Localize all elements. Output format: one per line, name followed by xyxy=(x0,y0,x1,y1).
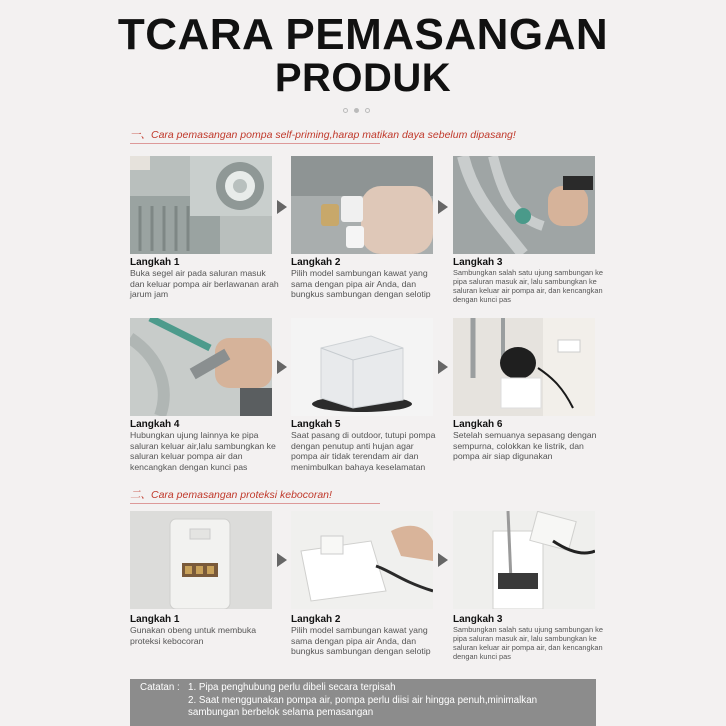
step-description: Gunakan obeng untuk membuka proteksi kebocoran xyxy=(130,625,257,646)
step-4 xyxy=(130,419,280,472)
step-image-inlet-hose xyxy=(453,156,595,254)
note-item: 2. Saat menggunakan pompa air, pompa perlu diisi air hingga penuh,minimalkan sambungan berbelok selama pemasangan xyxy=(188,695,538,718)
carousel-dot[interactable] xyxy=(343,108,348,113)
carousel-indicator[interactable] xyxy=(343,108,370,113)
step-description: Setelah semuanya sepasang dengan sempurna, colokkan ke listrik, dan pompa air siap digunakan xyxy=(453,430,597,461)
step-b1 xyxy=(130,614,280,646)
arrow-right-icon xyxy=(438,553,448,567)
section-divider xyxy=(130,143,380,144)
step-title: Langkah 4 xyxy=(130,419,180,430)
step-description: Sambungkan salah satu ujung sambungan ke pipa saluran masuk air, lalu sambungkan ke saluran keluar air pompa air, dan kencangkan dengan kunci pas xyxy=(453,625,603,661)
step-5 xyxy=(291,419,441,472)
section-heading-leak-protection: 二、Cara pemasangan proteksi kebocoran! xyxy=(130,489,332,501)
step-image-open-protector xyxy=(130,511,272,609)
step-title: Langkah 3 xyxy=(453,257,503,268)
section-divider xyxy=(130,503,380,504)
step-description: Pilih model sambungan kawat yang sama dengan pipa air Anda, dan bungkus sambungan dengan selotip xyxy=(291,625,431,656)
step-description: Pilih model sambungan kawat yang sama dengan pipa air Anda, dan bungkus sambungan dengan selotip xyxy=(291,268,431,299)
carousel-dot[interactable] xyxy=(365,108,370,113)
step-1 xyxy=(130,257,280,300)
step-title: Langkah 2 xyxy=(291,614,341,625)
notes-label: Catatan : xyxy=(140,682,180,693)
page-title-line2: PRODUK xyxy=(274,56,452,100)
carousel-dot-active[interactable] xyxy=(354,108,359,113)
step-image-wrench xyxy=(130,318,272,416)
step-title: Langkah 5 xyxy=(291,419,341,430)
step-b2 xyxy=(291,614,441,657)
step-description: Sambungkan salah satu ujung sambungan ke pipa saluran masuk air, lalu sambungkan ke saluran keluar air pompa air, dan kencangkan dengan kunci pas xyxy=(453,268,603,304)
step-6 xyxy=(453,419,603,462)
section-heading-pump: 一、Cara pemasangan pompa self-priming,harap matikan daya sebelum dipasang! xyxy=(130,129,516,141)
note-item: 1. Pipa penghubung perlu dibeli secara terpisah xyxy=(188,682,396,693)
notes-box xyxy=(130,679,596,726)
step-title: Langkah 1 xyxy=(130,614,180,625)
step-title: Langkah 3 xyxy=(453,614,503,625)
step-image-pump-inlet xyxy=(130,156,272,254)
step-title: Langkah 2 xyxy=(291,257,341,268)
step-description: Buka segel air pada saluran masuk dan keluar pompa air berlawanan arah jarum jam xyxy=(130,268,279,299)
arrow-right-icon xyxy=(438,360,448,374)
step-description: Saat pasang di outdoor, tutupi pompa dengan penutup anti hujan agar pompa air tidak terendam air dan menimbulkan bahaya keselamatan xyxy=(291,430,436,472)
step-title: Langkah 6 xyxy=(453,419,503,430)
arrow-right-icon xyxy=(277,360,287,374)
step-image-connectors xyxy=(291,156,433,254)
step-image-rain-cover xyxy=(291,318,433,416)
arrow-right-icon xyxy=(277,200,287,214)
arrow-right-icon xyxy=(438,200,448,214)
step-description: Hubungkan ujung lainnya ke pipa saluran keluar air,lalu sambungkan ke saluran keluar pompa air dan kencangkan dengan kunci pas xyxy=(130,430,276,472)
step-title: Langkah 1 xyxy=(130,257,180,268)
step-2 xyxy=(291,257,441,300)
step-3 xyxy=(453,257,603,304)
step-image-screw-terminal xyxy=(453,511,595,609)
step-image-wire-connect xyxy=(291,511,433,609)
step-image-installed-pump xyxy=(453,318,595,416)
step-b3 xyxy=(453,614,603,661)
page-title: TCARA PEMASANGAN xyxy=(117,10,609,59)
arrow-right-icon xyxy=(277,553,287,567)
